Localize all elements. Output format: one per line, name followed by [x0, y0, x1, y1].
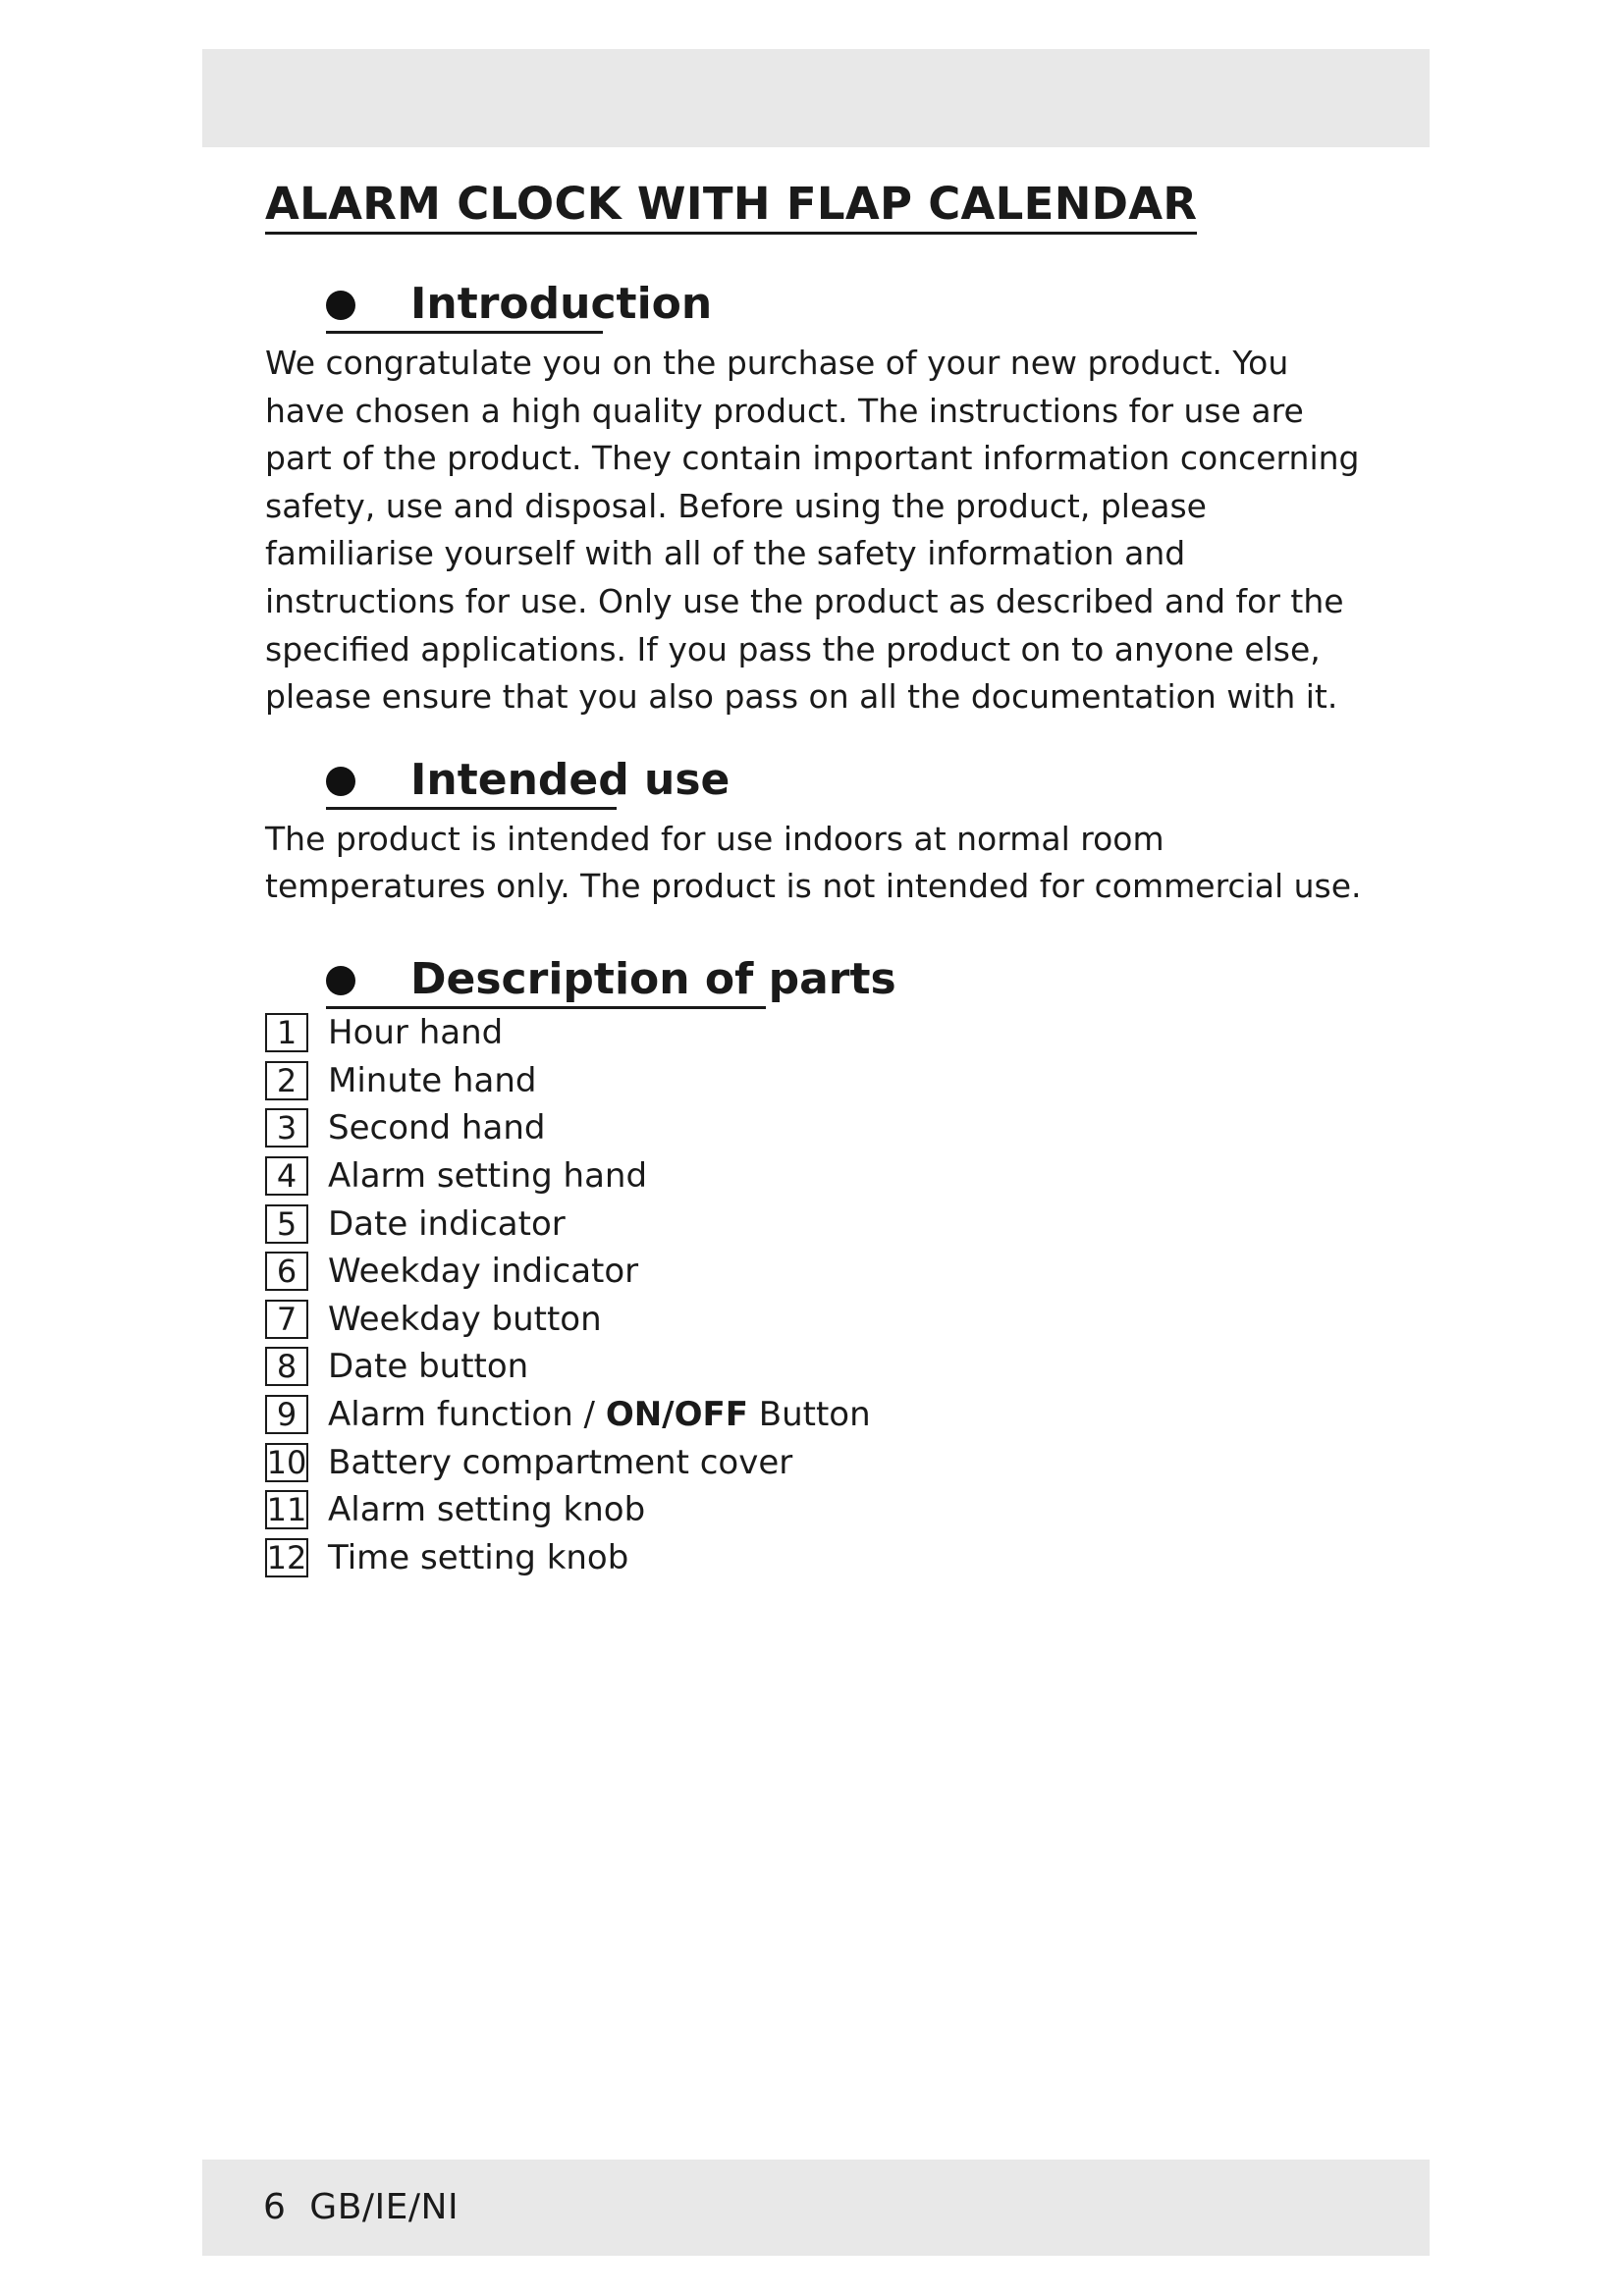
part-label: Alarm setting hand: [328, 1156, 648, 1197]
part-label-suffix: Button: [747, 1394, 871, 1434]
part-label-prefix: Alarm function /: [328, 1394, 606, 1434]
part-label: Date indicator: [328, 1203, 566, 1244]
part-label: Weekday indicator: [328, 1252, 639, 1292]
part-number-box: 4: [265, 1156, 308, 1196]
part-item: [265, 1533, 1365, 1581]
heading-underline: [326, 331, 603, 334]
intended-use-heading-text: Intended use: [410, 754, 731, 805]
introduction-heading: [265, 275, 1365, 334]
part-number-box: 2: [265, 1061, 308, 1100]
part-number-box: 6: [265, 1252, 308, 1291]
part-item: [265, 1296, 1365, 1344]
part-item: [265, 1152, 1365, 1201]
part-label: [328, 1395, 871, 1434]
part-item: [265, 1104, 1365, 1152]
part-item: [265, 1200, 1365, 1248]
part-label-bold: ON/OFF: [605, 1394, 748, 1434]
description-of-parts-heading-text: Description of parts: [410, 953, 896, 1004]
intended-use-heading: [265, 751, 1365, 810]
part-label: Date button: [328, 1347, 529, 1387]
document-title: ALARM CLOCK WITH FLAP CALENDAR: [265, 177, 1197, 235]
part-item: [265, 1057, 1365, 1105]
bullet-icon: [326, 291, 355, 320]
bullet-icon: [326, 966, 355, 995]
page-content: [265, 177, 1365, 1581]
part-number-box: 3: [265, 1108, 308, 1148]
part-item: [265, 1438, 1365, 1486]
part-label: Battery compartment cover: [328, 1442, 793, 1482]
page-number: 6: [263, 2187, 287, 2227]
parts-list: [265, 1009, 1365, 1581]
part-number-box: 12: [266, 1538, 307, 1576]
part-item: [265, 1009, 1365, 1057]
part-number-box: 7: [265, 1300, 308, 1339]
part-number-box: 9: [265, 1395, 308, 1434]
description-of-parts-heading: [265, 950, 1365, 1009]
part-number-box: 10: [266, 1443, 307, 1481]
part-number-box: 8: [265, 1347, 308, 1386]
part-label: Alarm setting knob: [328, 1490, 646, 1530]
part-item: [265, 1486, 1365, 1534]
part-item: [265, 1248, 1365, 1296]
page-footer: [263, 2187, 459, 2227]
heading-underline: [326, 1006, 766, 1009]
heading-underline: [326, 807, 617, 810]
page-footer-band: [202, 2160, 1430, 2256]
region-code: GB/IE/NI: [309, 2187, 460, 2227]
intended-use-text: The product is intended for use indoors at normal room temperatures only. The product is not intended for commercial use.: [265, 819, 1362, 906]
part-number-box: 11: [266, 1491, 307, 1529]
part-label: Weekday button: [328, 1299, 602, 1339]
part-item: [265, 1391, 1365, 1439]
part-number-box: 1: [265, 1013, 308, 1052]
page-header-band: [202, 49, 1430, 147]
part-label: Minute hand: [328, 1060, 537, 1100]
introduction-text: We congratulate you on the purchase of your new product. You have chosen a high quality product. The instructions for use are part of the product. They contain important information concerning safety, use and disposal. Before using the product, please familiarise yourself with all of the safety information and instructions for use. Only use the product as described and for the specified applications. If you pass the product on to anyone else, please ensure that you also pass on all the documentation with it.: [265, 344, 1360, 717]
introduction-heading-text: Introduction: [410, 279, 713, 329]
part-label: Hour hand: [328, 1013, 504, 1053]
part-number-box: 5: [265, 1204, 308, 1244]
part-label: Time setting knob: [328, 1537, 629, 1577]
part-item: [265, 1343, 1365, 1391]
bullet-icon: [326, 767, 355, 796]
part-label: Second hand: [328, 1108, 546, 1148]
